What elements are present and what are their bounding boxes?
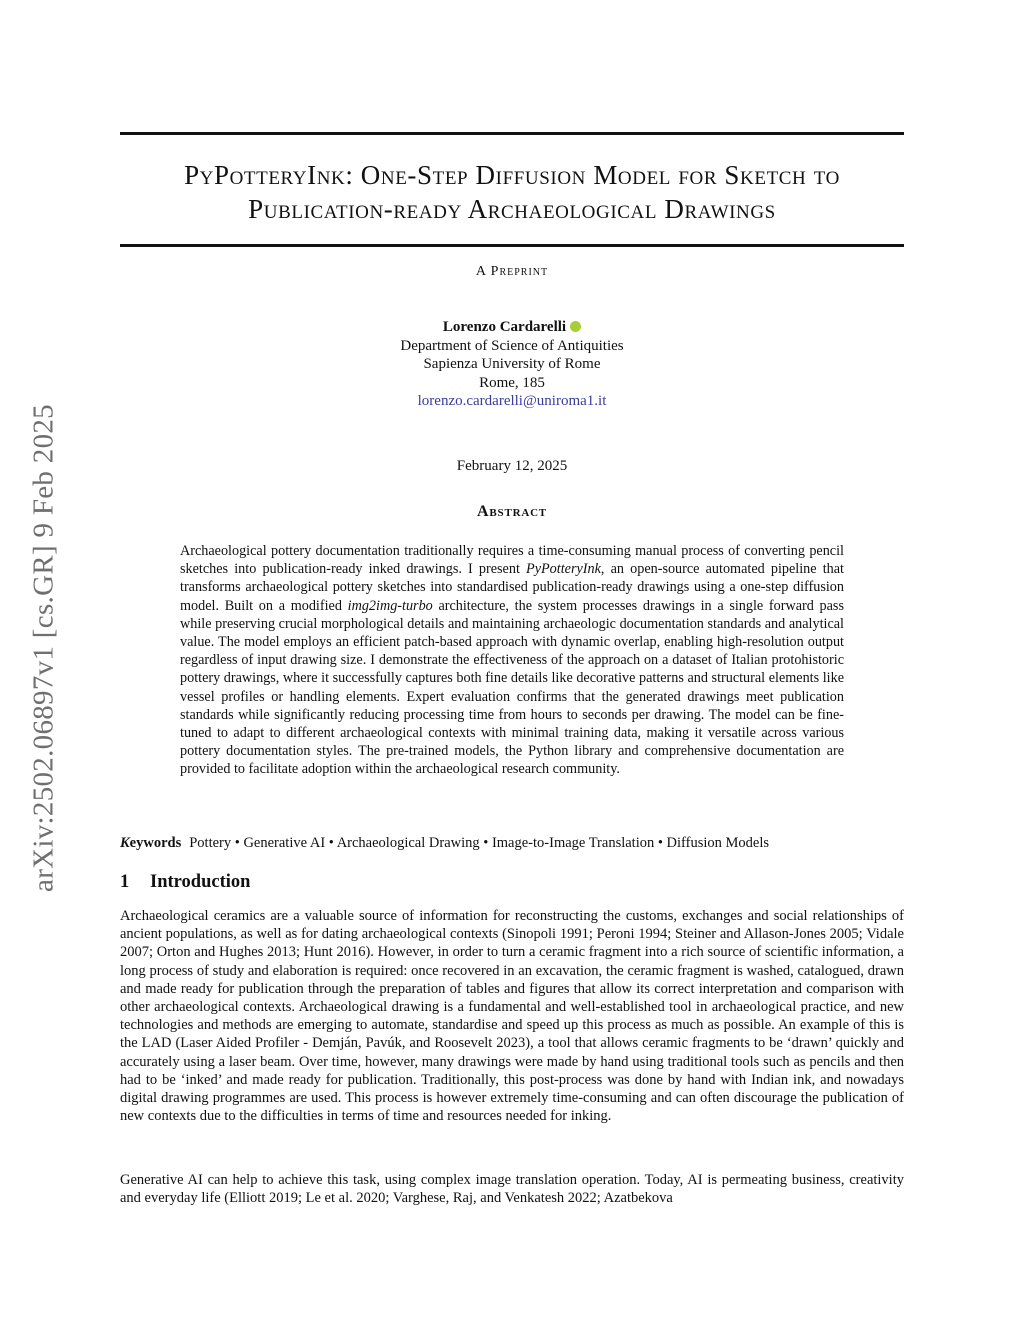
orcid-icon[interactable] xyxy=(570,321,581,332)
keywords-line xyxy=(120,835,904,852)
paper-title-line-2: Publication-ready Archaeological Drawings xyxy=(248,194,776,224)
preprint-label: A Preprint xyxy=(475,264,549,279)
abstract-architecture-name: img2img-turbo xyxy=(347,597,433,614)
intro-paragraph-2: Generative AI can help to achieve this task, using complex image translation operation. Today, AI is permeating business, creativity and everyday life (Elliott 2019; Le et al. 2020; Varghese, Raj, and Venkatesh 2022; Azatbekova xyxy=(120,1172,904,1207)
author-name: Lorenzo Cardarelli xyxy=(442,319,567,335)
author-university: Sapienza University of Rome xyxy=(423,356,601,372)
keywords-label: Keywords xyxy=(120,835,182,851)
title-rule-bottom xyxy=(120,244,904,247)
keywords-list: Pottery • Generative AI • Archaeological Drawing • Image-to-Image Translation • Diffusion Models xyxy=(189,835,770,851)
intro-paragraph-1: Archaeological ceramics are a valuable source of information for reconstructing the customs, exchanges and social relationships of ancient populations, as well as for dating archaeological contexts (Sinopoli 1991; Peroni 1994; Steiner and Allason-Jones 2005; Vidale 2007; Orton and Hughes 2013; Hunt 2016). However, in order to turn a ceramic fragment into a rich source of scientific information, a long process of study and elaboration is required: once recovered in an excavation, the ceramic fragment is washed, catalogued, drawn and made ready for publication through the preparation of tables and figures that allow its correct interpretation and comparison with other archaeological contexts. Archaeological drawing is a fundamental and well-established tool in archaeological practice, and new technologies and methods are emerging to automate, standardise and speed up this process as much as possible. An example of this is the LAD (Laser Aided Profiler - Demján, Pavúk, and Roosevelt 2023), a tool that allows ceramic fragments to be ‘drawn’ quickly and accurately using a laser beam. Over time, however, many drawings were made by hand using traditional tools such as pencils and then had to be ‘inked’ and made ready for publication. Traditionally, this post-process was done by hand with Indian ink, and nowadays digital drawing programmes are used. This process is however extremely time-consuming and can often discourage the publication of new contexts due to the difficulties in terms of time and resources needed for inking. xyxy=(120,908,904,1125)
abstract-text-3: architecture, the system processes drawings in a single forward pass while preserving crucial morphological details and maintaining archaeologic documentation standards and analytical value. The model employs an efficient patch-based approach with dynamic overlap, enabling high-resolution output regardless of input drawing size. I demonstrate the effectiveness of the approach on a dataset of Italian protohistoric pottery drawings, where it successfully captures both fine details like decorative patterns and structural elements like vessel profiles or handling elements. Expert evaluation confirms that the generated drawings meet publication standards while significantly reducing processing time from hours to seconds per drawing. The model can be fine-tuned to adapt to different archaeological contexts with minimal training data, making it versatile across various pottery documentation styles. The pre-trained models, the Python library and comprehensive documentation are provided to facilitate adoption within the archaeological research community. xyxy=(180,597,844,778)
paper-title-line-1: PyPotteryInk: One-Step Diffusion Model for Sketch to xyxy=(184,160,840,190)
abstract-body xyxy=(180,542,844,779)
author-city: Rome, 185 xyxy=(479,374,545,391)
paper-title xyxy=(120,158,904,226)
author-block xyxy=(120,318,904,411)
title-rule-top xyxy=(120,132,904,135)
author-email-link[interactable]: lorenzo.cardarelli@uniroma1.it xyxy=(417,393,607,409)
arxiv-identifier: arXiv:2502.06897v1 [cs.GR] 9 Feb 2025 xyxy=(27,404,60,892)
author-department: Department of Science of Antiquities xyxy=(400,337,624,354)
publication-date: February 12, 2025 xyxy=(456,458,568,474)
section-number: 1 xyxy=(120,872,130,892)
abstract-heading: Abstract xyxy=(477,503,547,520)
abstract-text-1: Archaeological pottery documentation traditionally requires a time-consuming manual process of converting pencil sketches into publication-ready inked drawings. I present xyxy=(180,543,844,578)
abstract-tool-name: PyPotteryInk xyxy=(526,561,601,578)
section-title: Introduction xyxy=(150,872,251,892)
section-heading xyxy=(120,872,250,893)
abstract-text-2: , an open-source automated pipeline that transforms archaeological pottery sketches into standardised publication-ready drawings using a one-step diffusion model. Built on a modified xyxy=(180,561,844,614)
